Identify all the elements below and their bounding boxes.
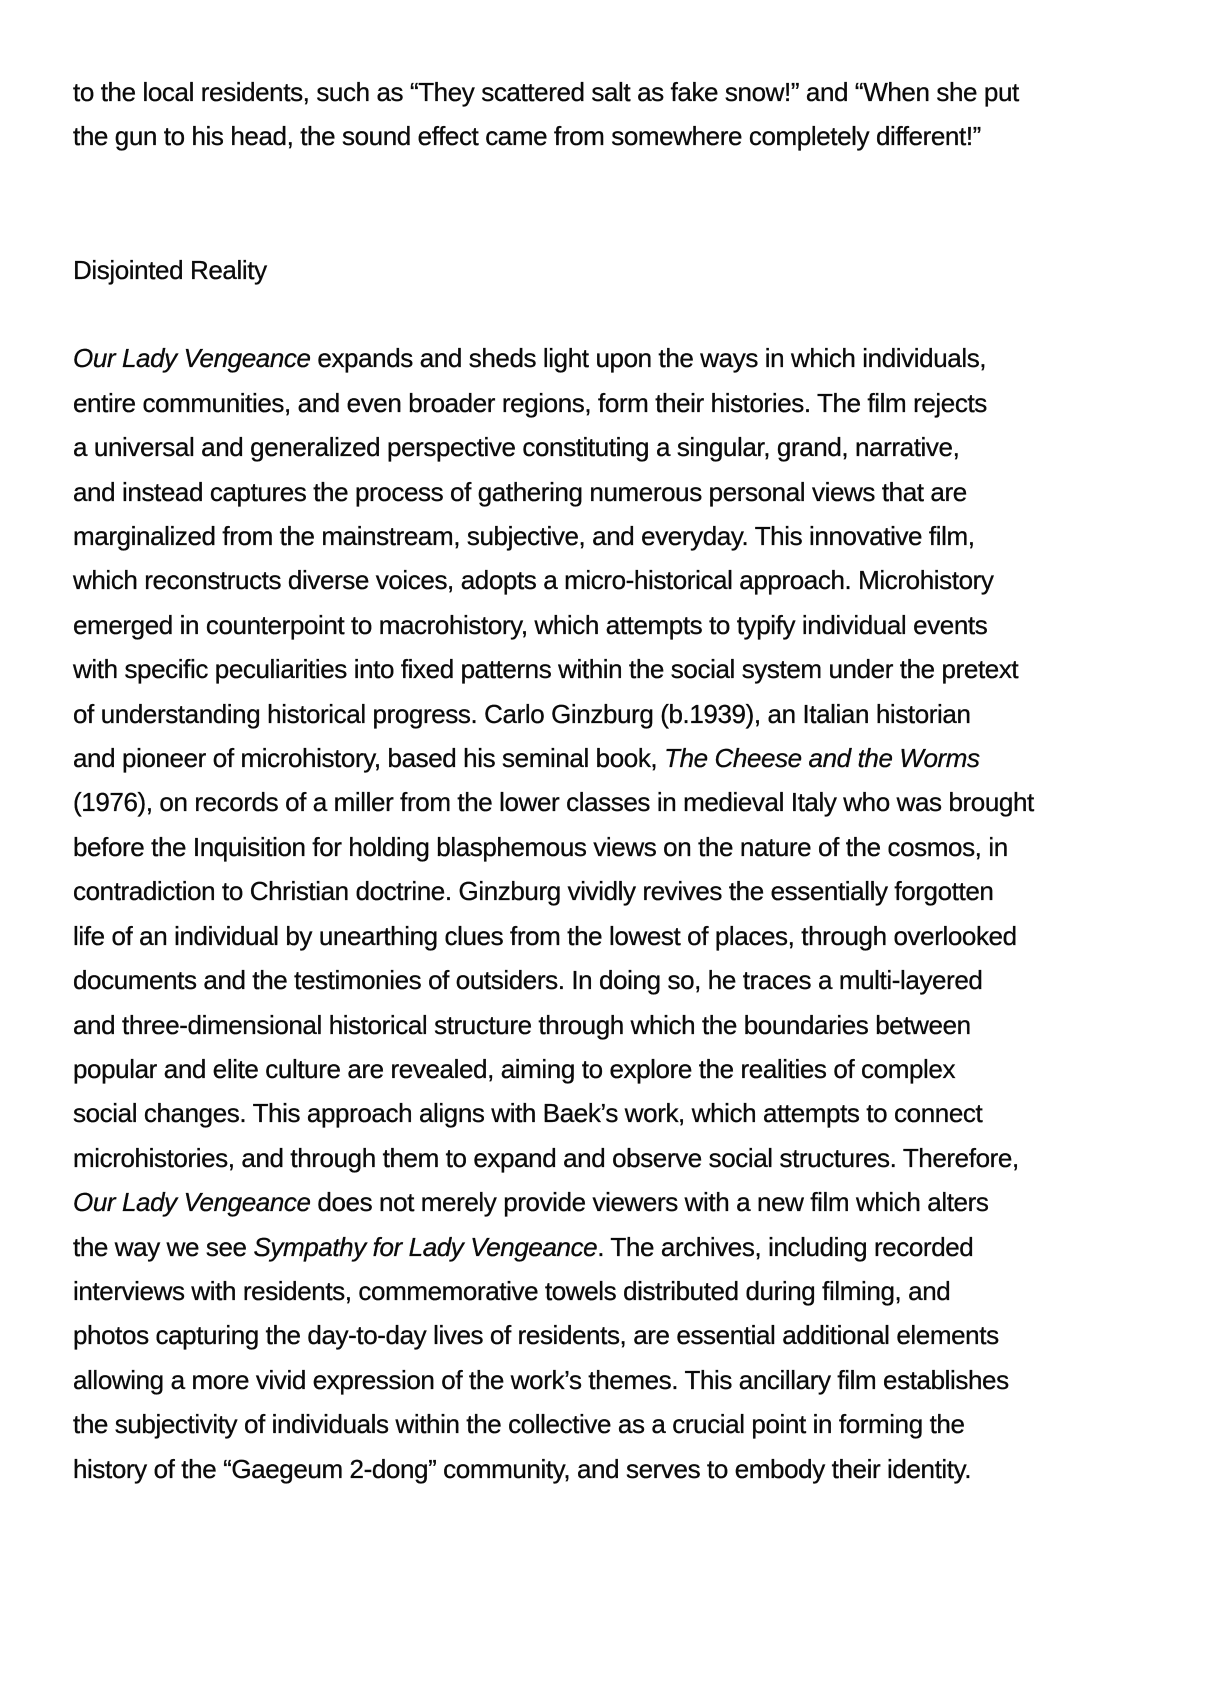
text-line	[73, 1047, 1173, 1091]
text-segment: popular and elite culture are revealed, aiming to explore the realities of complex	[73, 1053, 956, 1084]
text-line	[73, 1358, 1173, 1402]
text-line	[73, 1091, 1173, 1135]
text-line	[73, 1269, 1173, 1313]
section-heading: Disjointed Reality	[73, 254, 267, 285]
text-segment: to the local residents, such as “They scattered salt as fake snow!” and “When she put	[73, 77, 1019, 107]
text-line	[73, 869, 1173, 913]
text-segment: microhistories, and through them to expand and observe social structures. Therefore,	[73, 1142, 1019, 1173]
text-segment: the way we see	[73, 1231, 254, 1262]
italic-title-text: Our Lady Vengeance	[73, 343, 311, 374]
text-segment: (1976), on records of a miller from the lower classes in medieval Italy who was brought	[73, 787, 1034, 818]
text-line	[73, 336, 1173, 380]
text-line	[73, 780, 1173, 824]
text-segment: and three-dimensional historical structure through which the boundaries between	[73, 1009, 971, 1040]
text-line	[73, 736, 1173, 780]
text-segment: social changes. This approach aligns with Baek’s work, which attempts to connect	[73, 1098, 983, 1129]
text-line	[73, 1402, 1173, 1446]
text-segment: expands and sheds light upon the ways in which individuals,	[310, 343, 987, 374]
intro-paragraph	[73, 70, 1173, 159]
text-segment: documents and the testimonies of outsiders. In doing so, he traces a multi-layered	[73, 965, 983, 996]
text-line	[73, 114, 1173, 158]
text-segment: entire communities, and even broader regions, form their histories. The film rejects	[73, 387, 987, 418]
text-line	[73, 381, 1173, 425]
text-line	[73, 603, 1173, 647]
text-segment: allowing a more vivid expression of the work’s themes. This ancillary film establishes	[73, 1364, 1009, 1395]
body-paragraph	[73, 336, 1173, 1491]
text-line	[73, 647, 1173, 691]
text-segment: the subjectivity of individuals within the collective as a crucial point in forming the	[73, 1409, 965, 1440]
text-segment: marginalized from the mainstream, subjective, and everyday. This innovative film,	[73, 521, 975, 552]
text-segment: photos capturing the day-to-day lives of residents, are essential additional elements	[73, 1320, 999, 1351]
text-segment: with specific peculiarities into fixed patterns within the social system under the pretext	[73, 654, 1019, 685]
text-segment: interviews with residents, commemorative towels distributed during filming, and	[73, 1275, 951, 1306]
text-segment: . The archives, including recorded	[597, 1231, 974, 1262]
text-line	[73, 692, 1173, 736]
text-line	[73, 825, 1173, 869]
text-line	[73, 470, 1173, 514]
text-segment: does not merely provide viewers with a new film which alters	[310, 1187, 989, 1218]
text-segment: before the Inquisition for holding blasphemous views on the nature of the cosmos, in	[73, 831, 1008, 862]
text-line	[73, 558, 1173, 602]
text-segment: the gun to his head, the sound effect came from somewhere completely different!”	[73, 121, 981, 152]
text-line	[73, 514, 1173, 558]
text-segment: which reconstructs diverse voices, adopts a micro-historical approach. Microhistory	[73, 565, 994, 596]
text-line	[73, 1447, 1173, 1491]
text-segment: a universal and generalized perspective constituting a singular, grand, narrative,	[73, 432, 960, 463]
italic-title-text: Our Lady Vengeance	[73, 1187, 311, 1218]
text-line	[73, 1313, 1173, 1357]
text-segment: life of an individual by unearthing clues from the lowest of places, through overlooked	[73, 920, 1017, 951]
text-line	[73, 958, 1173, 1002]
text-line	[73, 914, 1173, 958]
text-line	[73, 1180, 1173, 1224]
text-line	[73, 70, 1173, 114]
text-line	[73, 425, 1173, 469]
text-segment: contradiction to Christian doctrine. Ginzburg vividly revives the essentially forgotten	[73, 876, 994, 907]
italic-title-text: The Cheese and the Worms	[664, 743, 980, 774]
text-segment: and pioneer of microhistory, based his seminal book,	[73, 743, 665, 774]
text-line	[73, 1136, 1173, 1180]
italic-title-text: Sympathy for Lady Vengeance	[253, 1231, 598, 1262]
text-segment: of understanding historical progress. Carlo Ginzburg (b.1939), an Italian historian	[73, 698, 971, 729]
text-line	[73, 1003, 1173, 1047]
text-segment: emerged in counterpoint to macrohistory, which attempts to typify individual events	[73, 609, 988, 640]
text-line	[73, 1225, 1173, 1269]
text-segment: and instead captures the process of gathering numerous personal views that are	[73, 476, 967, 507]
text-segment: history of the “Gaegeum 2-dong” community, and serves to embody their identity.	[73, 1453, 972, 1484]
